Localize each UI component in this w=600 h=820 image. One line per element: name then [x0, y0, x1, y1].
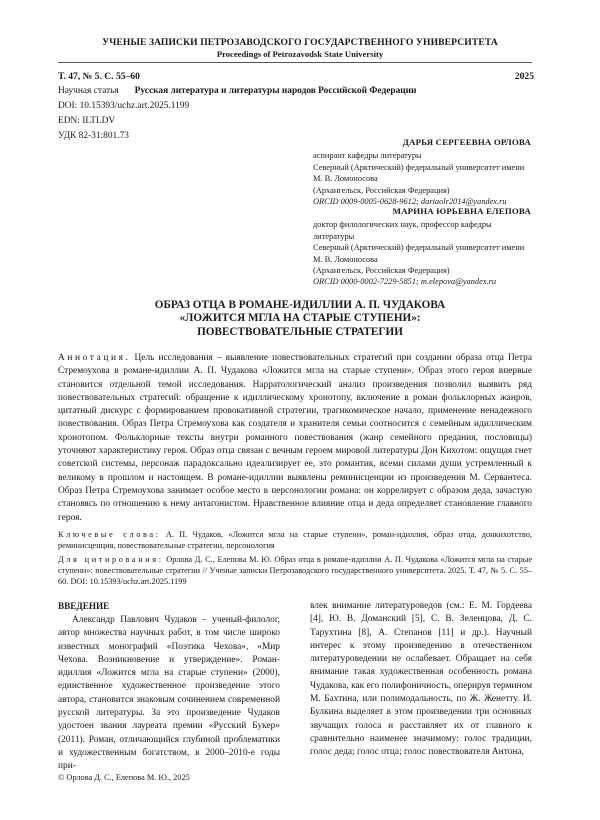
abstract-text: Цель исследования – выявление повествовательных стратегий при создании образа отца Петра Стремоухова в романе-идиллии А. П. Чудакова «Ложится мгла на старые ступени». Образ этого героя впервые становится отдельной темой исследования. Нарратологический анализ произведения позволил выявить ряд повествовательных стратегий: обращение к идиллическому хронотопу, включение в роман фольклорных жанров, цитатный дискурс с формированием провокативной стратегии, трагикомическое начало, применение ненадежного повествования. Образ Петра Стремоухова как создателя и хранителя семьи соотносится с семейным идиллическим хронотопом. Фольклорные тексты внутри романного повествования (жанр семейного предания, пословицы) уточняют характеристику героя. Образ отца связан с вечным героем мировой литературы Дон Кихотом: ощущая гнет советской системы, персонаж парадоксально идеализирует ее, это романтик, всеми силами души устремленный к великому в прошлом и настоящем. В романе-идиллии выявлены реминисценции из произведения М. Сервантеса. Образ Петра Стремоухова занимает особое место в персонологии романа: он коррелирует с образом деда, зачастую становясь по отношению к нему антагонистом. Нравственное влияние отца и деда определяет становление главного героя. — [58, 353, 532, 523]
body-left-column — [58, 614, 280, 774]
volume-issue-pages: Т. 47, № 5. С. 55–60 — [58, 71, 140, 82]
article-type: Научная статья — [58, 86, 119, 96]
paragraph: влек внимание литературоведов (см.: Е. М. Гордеева [4], Ю. В. Доманский [5], С. В. Зеленцова, Д. С. Тарухтина [8], А. Степанов [11] и др.). Научный интерес к этому произведению в отечественном литературоведении не ослабевает. Обращает на себя внимание такая художественная особенность романа Чудакова, как его полифоничность, оперируя термином М. Бахтина, или полимодальность, по Ж. Женетту. И. Булкина выделяет в этом произведении три основных звучащих голоса и расставляет их от главного к сравнительно наименее значимому: голос традиции, голос деда; голос отца; голос повествователя Антона, — [310, 601, 532, 758]
abstract — [58, 352, 532, 525]
author-contacts[interactable]: ORCID 0009-0005-0628-9612; dariaolr2014@yandex.ru — [313, 197, 507, 207]
journal-subtitle: Proceedings of Petrozavodsk State University — [216, 49, 384, 59]
author-2 — [313, 206, 531, 288]
title-line-3: ПОВЕСТВОВАТЕЛЬНЫЕ СТРАТЕГИИ — [197, 325, 403, 338]
keywords — [58, 530, 532, 552]
author-affiliation: Северный (Арктический) федеральный университет имени М. В. Ломоносова — [313, 162, 525, 184]
author-contacts[interactable]: ORCID 0000-0002-7229-5851; m.elepova@yandex.ru — [313, 277, 497, 287]
author-position: аспирант кафедры литературы — [313, 151, 422, 161]
keywords-label: Ключевые слова: — [58, 530, 161, 539]
author-affiliation: Северный (Арктический) федеральный университет имени М. В. Ломоносова — [313, 243, 525, 264]
citation — [58, 555, 532, 587]
paragraph: Александр Павлович Чудаков – ученый-филолог, автор множества научных работ, в том числе широко известных монографий «Поэтика Чехова», «Мир Чехова. Возникновение и утверждение». Роман-идиллия «Ложится мгла на старые ступени» (2000), единственное художественное произведение этого автора, становится знаковым сочинением современной русской литературы. За это произведение Чудаков удостоен звания лауреата премии «Русский Букер» (2011). Роман, отличающийся глубиной проблематики и художественным богатством, в 2000–2010-е годы при- — [58, 615, 280, 772]
header-divider — [58, 62, 532, 63]
article-type-line — [58, 86, 416, 96]
author-location: (Архангельск, Российская Федерация) — [313, 266, 450, 276]
title-line-2: «ЛОЖИТСЯ МГЛА НА СТАРЫЕ СТУПЕНИ»: — [179, 312, 421, 325]
publication-year: 2025 — [514, 71, 534, 82]
author-position: доктор филологических наук, профессор кафедры литературы — [313, 220, 492, 241]
author-1 — [313, 137, 531, 207]
copyright: © Орлова Д. С., Елепова М. Ю., 2025 — [58, 773, 190, 782]
citation-text: Орлова Д. С., Елепова М. Ю. Образ отца в романе-идиллии А. П. Чудакова «Ложится мгла на старые ступени»: повествовательные стратегии // Ученые записки Петрозаводского государственного университета. 2025. Т. 47, № 5. С. 55–60. DOI: 10.15393/uchz.art.2025.1199 — [58, 555, 533, 586]
title-line-1: ОБРАЗ ОТЦА В РОМАНЕ-ИДИЛЛИИ А. П. ЧУДАКОВА — [154, 299, 446, 311]
keywords-text: А. П. Чудаков, «Ложится мгла на старые ступени», роман-идиллия, образ отца, донкихотство, реминисценция, повествовательные стратегии, персонология — [58, 530, 532, 550]
author-name: ДАРЬЯ СЕРГЕЕВНА ОРЛОВА — [402, 137, 531, 147]
citation-label: Для цитирования: — [58, 555, 164, 564]
author-location: (Архангельск, Российская Федерация) — [313, 185, 450, 195]
edn: EDN: ILTLDV — [58, 116, 116, 126]
article-category: Русская литература и литературы народов Российской Федерации — [134, 86, 417, 96]
article-title — [0, 299, 600, 339]
doi[interactable]: DOI: 10.15393/uchz.art.2025.1199 — [58, 101, 190, 111]
abstract-label: Аннотация. — [58, 353, 131, 363]
journal-title: УЧЕНЫЕ ЗАПИСКИ ПЕТРОЗАВОДСКОГО ГОСУДАРСТВЕННОГО УНИВЕРСИТЕТА — [102, 37, 498, 48]
author-name: МАРИНА ЮРЬЕВНА ЕЛЕПОВА — [392, 206, 531, 216]
section-heading: ВВЕДЕНИЕ — [58, 601, 110, 611]
udk: УДК 82-31:801.73 — [58, 131, 129, 141]
body-right-column — [310, 600, 532, 760]
